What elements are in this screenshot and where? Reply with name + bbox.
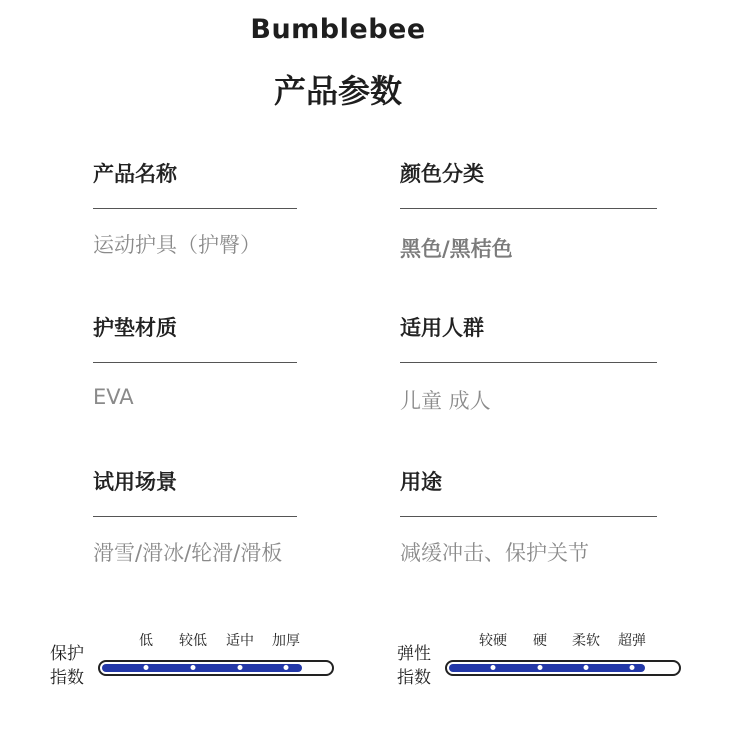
param-value: 黑色/黑桔色 [400, 237, 513, 261]
scale-level-label: 适中 [226, 633, 254, 649]
param-pad-material [93, 314, 297, 409]
scale-level-label: 较低 [179, 633, 207, 649]
param-usage-scene [93, 468, 297, 567]
scale-bar [445, 660, 681, 676]
param-divider [93, 516, 297, 517]
param-value: 减缓冲击、保护关节 [400, 541, 589, 565]
param-value: 滑雪/滑冰/轮滑/滑板 [93, 541, 283, 565]
scale-name-line1: 保护 [50, 644, 84, 664]
scale-name-line2: 指数 [50, 668, 84, 688]
param-product-name [93, 160, 297, 259]
param-label: 颜色分类 [400, 162, 484, 186]
scale-dot [238, 665, 243, 670]
param-label: 产品名称 [93, 162, 177, 186]
scale-level-label: 柔软 [572, 633, 600, 649]
page-title: 产品参数 [273, 72, 402, 110]
param-divider [400, 208, 657, 209]
scale-dot [191, 665, 196, 670]
scale-dot [144, 665, 149, 670]
scale-fill [102, 664, 302, 672]
param-label: 护垫材质 [93, 316, 177, 340]
scale-level-label: 硬 [533, 633, 547, 649]
param-value: 儿童 成人 [400, 389, 491, 413]
scale-dot [284, 665, 289, 670]
param-value: EVA [93, 385, 134, 409]
param-divider [93, 208, 297, 209]
param-label: 适用人群 [400, 316, 484, 340]
scale-bar [98, 660, 334, 676]
scale-level-label: 较硬 [479, 633, 507, 649]
param-divider [400, 362, 657, 363]
scale-dot [491, 665, 496, 670]
param-label: 用途 [400, 470, 442, 494]
scale-level-label: 加厚 [272, 633, 300, 649]
param-target-users [400, 314, 657, 415]
scale-dot [584, 665, 589, 670]
scale-name [50, 642, 90, 690]
protection-index-scale [50, 630, 340, 690]
scale-dot [630, 665, 635, 670]
scale-fill [449, 664, 645, 672]
scale-name [397, 642, 437, 690]
param-divider [400, 516, 657, 517]
scale-name-line1: 弹性 [397, 644, 431, 664]
scale-dot [538, 665, 543, 670]
param-color-category [400, 160, 657, 263]
scale-name-line2: 指数 [397, 668, 431, 688]
param-divider [93, 362, 297, 363]
param-value: 运动护具（护臀） [93, 233, 261, 257]
param-purpose [400, 468, 657, 567]
scale-level-label: 超弹 [618, 633, 646, 649]
elasticity-index-scale [397, 630, 687, 690]
param-label: 试用场景 [93, 470, 177, 494]
brand-logo: Bumblebee [250, 14, 426, 45]
scale-level-label: 低 [139, 633, 153, 649]
